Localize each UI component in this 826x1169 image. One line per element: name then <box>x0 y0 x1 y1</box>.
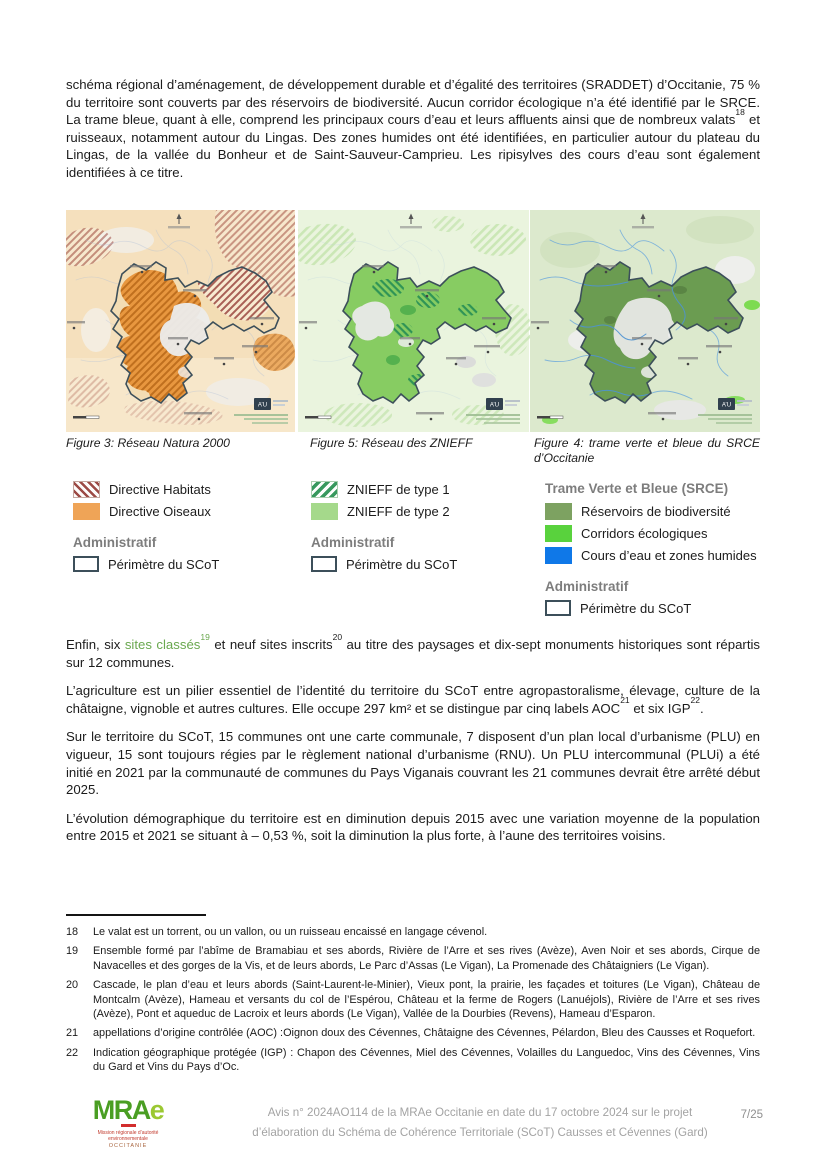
footnote-number: 20 <box>66 979 79 992</box>
legend-label: Périmètre du SCoT <box>580 600 692 616</box>
legend-label: Cours d’eau et zones humides <box>581 548 757 563</box>
text-segment: . <box>699 700 704 716</box>
mrae-logo-wordmark <box>80 1095 176 1125</box>
cours-eau-swatch <box>545 547 572 564</box>
footnotes-section <box>66 914 760 1080</box>
footnote-text: appellations d’origine contrôlée (AOC) :Oignon doux des Cévennes, Châtaigne des Cévennes, Pélardon, Bleu des Causses et Roquefort. <box>93 1027 756 1040</box>
legend-label: Corridors écologiques <box>581 526 708 541</box>
legend-label: Directive Oiseaux <box>109 504 211 519</box>
legend-item <box>311 556 530 572</box>
legend-heading-administratif: Administratif <box>545 579 629 594</box>
mrae-logo <box>80 1095 176 1150</box>
footnote-ref-18: 18 <box>735 106 745 117</box>
legend-item <box>73 556 298 572</box>
footnote-number: 19 <box>66 945 79 958</box>
footnote-divider <box>66 914 206 916</box>
logo-text-e: e <box>149 1095 164 1125</box>
corridors-ecologiques-swatch <box>545 525 572 542</box>
legend-item <box>73 503 298 520</box>
footnote-number: 22 <box>66 1046 79 1059</box>
legend-label: Périmètre du SCoT <box>346 556 458 572</box>
legend-label: ZNIEFF de type 2 <box>347 504 450 519</box>
text-segment: au titre des paysages et dix-sept monuments historiques sont répartis sur 12 communes. <box>66 637 761 670</box>
sites-classes-link[interactable] <box>124 631 210 652</box>
footnote-22 <box>66 1046 760 1075</box>
znieff-type1-swatch <box>311 481 338 498</box>
legend-item <box>311 503 530 520</box>
footnote-21 <box>66 1026 760 1040</box>
caption-figure-4: Figure 4: trame verte et bleue du SRCE d’Occitanie <box>534 436 760 465</box>
footnote-ref-19: 19 <box>200 631 210 642</box>
caption-figure-5: Figure 5: Réseau des ZNIEFF <box>310 436 473 450</box>
legend-label: Réservoirs de biodiversité <box>581 504 731 519</box>
map-srce <box>530 210 760 432</box>
legend-heading-administratif: Administratif <box>73 535 157 550</box>
directive-oiseaux-swatch <box>73 503 100 520</box>
maps-graphic <box>66 210 760 432</box>
legend-heading-srce: Trame Verte et Bleue (SRCE) <box>545 481 729 496</box>
figures-row <box>66 210 760 432</box>
legend-label: ZNIEFF de type 1 <box>347 482 450 497</box>
intro-paragraph <box>66 76 760 193</box>
perimetre-scot-swatch <box>311 556 337 572</box>
perimetre-scot-swatch <box>73 556 99 572</box>
legend-natura-2000 <box>66 481 298 621</box>
legend-heading-administratif: Administratif <box>311 535 395 550</box>
logo-region: OCCITANIE <box>108 1143 148 1149</box>
caption-figure-3: Figure 3: Réseau Natura 2000 <box>66 436 230 450</box>
map-legends <box>66 481 760 621</box>
reservoirs-biodiversite-swatch <box>545 503 572 520</box>
text-segment: et ruisseaux, notamment autour du Lingas. Des zones humides ont été identifiées, en particulier autour du plateau du Lingas, de la vallée du Bonheur et de Saint-Sauveur-Camprieu. Les ripisylves des cours d’eau sont également identifiées à ce titre. <box>66 112 760 180</box>
footnote-ref-21: 21 <box>620 695 630 706</box>
footnote-19 <box>66 944 760 973</box>
page-footer <box>0 1096 826 1169</box>
footnote-18 <box>66 925 760 939</box>
paragraph-sites <box>66 631 761 671</box>
legend-item <box>545 600 760 616</box>
text-segment: Sur le territoire du SCoT, 15 communes ont une carte communale, 7 disposent d’un plan local d’urbanisme (PLU) en vigueur, 15 sont toujours régies par le règlement national d’urbanisme (RNU). Un PLU intercommunal (PLUi) a été initié en 2021 par la communauté de communes du Pays Viganais couvrant les 21 communes devrait être arrêté début 2025. <box>66 729 760 798</box>
footer-reference <box>230 1103 730 1142</box>
perimetre-scot-swatch <box>545 600 571 616</box>
map-znieff <box>298 210 531 432</box>
legend-label: Périmètre du SCoT <box>108 556 220 572</box>
page-number: 7/25 <box>740 1109 763 1121</box>
znieff-type2-swatch <box>311 503 338 520</box>
text-segment: et neuf sites inscrits <box>209 637 333 652</box>
footnote-number: 21 <box>66 1027 79 1040</box>
legend-item <box>545 525 760 542</box>
footnote-text: Ensemble formé par l’abîme de Bramabiau et ses abords, Rivière de l’Arre et ses rives (Avèze), Aven Noir et ses abords, Cirque de Navacelles et des gorges de la Vis, et de leurs abords, Le Parc d’Assas (Le Vigan), La Promenade des Châtaigniers (Le Vigan). <box>93 945 760 972</box>
legend-item <box>545 547 760 564</box>
footnote-text: Le valat est un torrent, ou un vallon, ou un ruisseau encaissé en langage cévenol. <box>93 926 488 938</box>
directive-habitats-swatch <box>73 481 100 498</box>
text-segment: schéma régional d’aménagement, de développement durable et d’égalité des territoires (SRADDET) d’Occitanie, 75 % du territoire sont couverts par des réservoirs de biodiversité. Aucun corridor écologique n’a été identifié par le SRCE. La trame bleue, quant à elle, comprend les principaux cours d’eau et leurs affluents ainsi que de nombreux valats <box>66 77 760 128</box>
text-segment: et six IGP <box>629 700 691 716</box>
footnote-ref-20: 20 <box>332 631 343 642</box>
figure-captions <box>66 436 760 466</box>
legend-srce <box>530 481 760 621</box>
logo-text-mra: MRA <box>92 1095 150 1125</box>
paragraph-agriculture <box>66 682 760 717</box>
logo-subtitle: Mission régionale d’autorité environnementale <box>97 1130 159 1142</box>
link-text: sites classés <box>124 637 201 652</box>
legend-item <box>545 503 760 520</box>
legend-znieff <box>298 481 530 621</box>
legend-item <box>311 481 530 498</box>
text-segment: Enfin, six <box>66 637 125 652</box>
footnote-number: 18 <box>66 926 79 938</box>
paragraph-sraddet <box>66 76 760 182</box>
map-natura-2000 <box>66 210 295 432</box>
paragraph-demographie <box>66 810 760 845</box>
body-paragraphs <box>66 631 761 856</box>
legend-item <box>73 481 298 498</box>
legend-label: Directive Habitats <box>109 482 211 497</box>
footnote-ref-22: 22 <box>690 695 700 706</box>
text-segment: L’évolution démographique du territoire est en diminution depuis 2015 avec une variation moyenne de la population entre 2015 et 2021 se situant à – 0,53 %, soit la diminution la plus forte, à l’aune des territoires voisins. <box>66 810 760 844</box>
footnote-text: Cascade, le plan d’eau et leurs abords (Saint-Laurent-le-Minier), Vieux pont, la prairie, les façades et toitures (Le Vigan), Château de Montcalm (Avèze), Hameau et versants du col de l’Espérou, Château et la ferme de Rogers (Lanuéjols), Rivière de l’Arre et ses rives (Avèze), Pont et aqueduc de Lacroix et leurs abords (Le Vigan), Vallée de la Dourbies (Revens), Hameau d’Esparon. <box>93 979 760 1021</box>
footnote-text: Indication géographique protégée (IGP) : Chapon des Cévennes, Miel des Cévennes, Volailles du Languedoc, Vins des Cévennes, Vins du Gard et Vins du Pays d’Oc. <box>93 1046 760 1074</box>
footnote-20 <box>66 978 760 1021</box>
footer-line-2: d’élaboration du Schéma de Cohérence Territoriale (SCoT) Causses et Cévennes (Gard) <box>252 1125 708 1139</box>
paragraph-urbanisme <box>66 728 760 798</box>
footer-line-1: Avis n° 2024AO114 de la MRAe Occitanie en date du 17 octobre 2024 sur le projet <box>267 1106 693 1119</box>
text-segment: L’agriculture est un pilier essentiel de l’identité du territoire du SCoT entre agropastoralisme, élevage, culture de la châtaigne, vignoble et autres cultures. Elle occupe 297 km² et se distingue par cinq labels AOC <box>66 683 760 716</box>
